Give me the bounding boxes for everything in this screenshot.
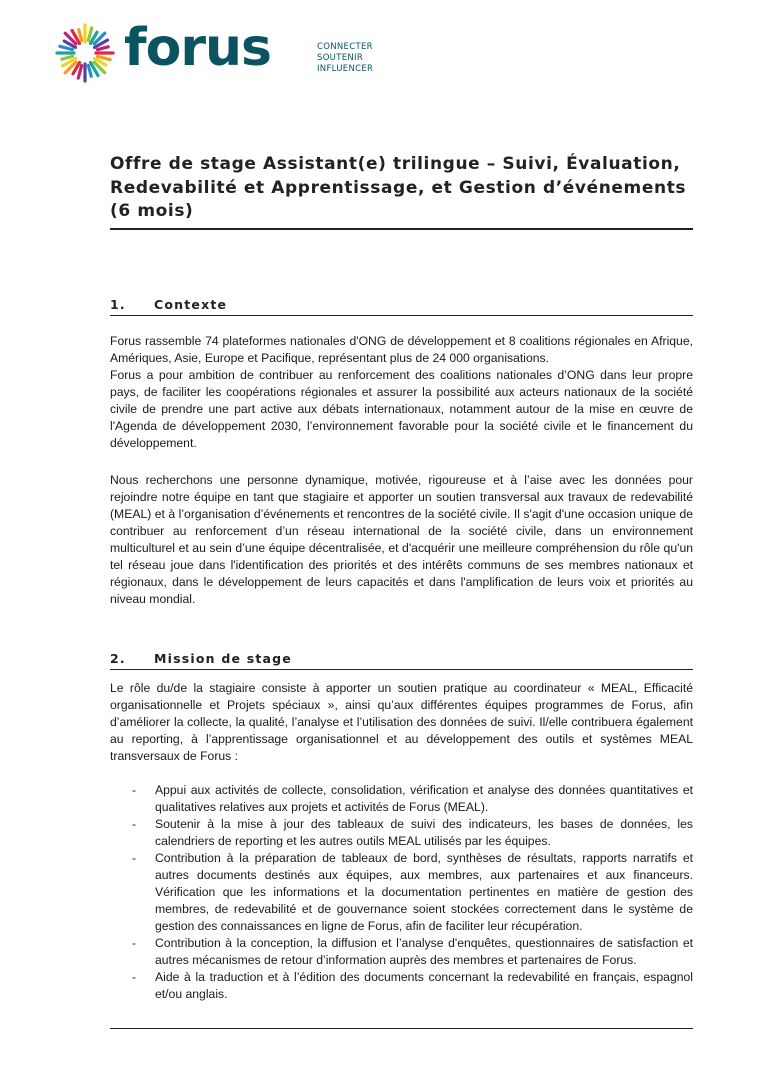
tagline-line: SOUTENIR [317, 53, 364, 63]
list-item-text: Appui aux activités de collecte, consolidation, vérification et analyse des données quantitatives et qualitatives relatives aux projets et activités de Forus (MEAL). [155, 783, 693, 814]
list-item [110, 782, 693, 816]
section-heading-mission [110, 651, 693, 670]
logo-ray [78, 66, 81, 79]
paragraph: Forus rassemble 74 plateformes nationales d'ONG de développement et 8 coalitions régionales en Afrique, Amériques, Asie, Europe et Pacifique, représentant plus de 24 000 organisations. [110, 334, 693, 365]
list-item-text: Aide à la traduction et à l’édition des documents concernant la redevabilité en français, espagnol et/ou anglais. [155, 970, 693, 1001]
sunburst-logo-icon [54, 22, 116, 84]
list-item [110, 850, 693, 935]
document-title: Offre de stage Assistant(e) trilingue – Suivi, Évaluation, Redevabilité et Apprentissage, et Gestion d’événements (6 mois) [110, 153, 693, 230]
mission-bullet-list [110, 782, 693, 1003]
list-item [110, 935, 693, 969]
bullet-marker: - [132, 936, 137, 950]
list-item [110, 969, 693, 1003]
list-item [110, 816, 693, 850]
logo-ray [88, 28, 91, 41]
logo-ray [79, 30, 82, 41]
list-item-text: Contribution à la conception, la diffusion et l’analyse d'enquêtes, questionnaires de satisfaction et autres mécanismes de retour d’information auprès des membres et partenaires de Forus. [155, 936, 693, 967]
logo-ray [88, 66, 91, 77]
logo-ray [62, 56, 73, 59]
bullet-marker: - [132, 817, 137, 831]
tagline-line: INFLUENCER [317, 64, 374, 74]
bullet-marker: - [132, 970, 137, 984]
list-item-text: Contribution à la préparation de tableaux de bord, synthèses de résultats, rapports narratifs et autres documents destinés aux équipes, aux membres, aux partenaires et aux financeurs. Vérification que les informations et la documentation pertinentes en matière de gestion des membres, de redevabilité et de gouvernance soient stockées correctement dans le système de gestion des connaissances en ligne de Forus, afin de faciliter leur récupération. [155, 851, 693, 933]
section-heading-contexte [110, 297, 693, 316]
paragraph: Nous recherchons une personne dynamique, motivée, rigoureuse et à l’aise avec les données pour rejoindre notre équipe en tant que stagiaire et apporter un soutien transversal aux travaux de redevabilité (MEAL) et à l’organisation d’événements et rencontres de la société civile. Il s'agit d'une occasion unique de contribuer au renforcement d’un réseau international de la société civile, dans un environnement multiculturel et au sein d’une équipe décentralisée, et d'acquérir une meilleure compréhension du rôle qu'un tel réseau joue dans l'identification des priorités et des intérêts communs de ses membres nationaux et régionaux, dans le développement de leurs capacités et dans l'amplification de leurs voix et priorités au niveau mondial. [110, 473, 693, 606]
paragraph: Le rôle du/de la stagiaire consiste à apporter un soutien pratique au coordinateur « MEAL, Efficacité organisationnelle et Projets spéciaux », ainsi qu’aux différentes équipes programmes de Forus, afin d’améliorer la collecte, la qualité, l’analyse et l’utilisation des données de suivi. Il/elle contribuera également au reporting, à l’apprentissage organisationnel et au développement des outils et systèmes MEAL transversaux de Forus : [110, 681, 693, 763]
logo-tagline [317, 42, 397, 75]
section-number: 2. [110, 651, 126, 666]
page-bottom-rule [110, 1028, 693, 1029]
bullet-marker: - [132, 783, 137, 797]
logo-ray [98, 47, 109, 50]
list-item-text: Soutenir à la mise à jour des tableaux de suivi des indicateurs, les bases de données, les calendriers de reporting et les autres outils MEAL utilisés par les équipes. [155, 817, 693, 848]
logo-ray [60, 46, 73, 49]
logo-ray [98, 56, 111, 59]
logo-wordmark: forus [124, 18, 271, 78]
section-number: 1. [110, 297, 126, 312]
section-title: Contexte [154, 297, 228, 312]
paragraph: Forus a pour ambition de contribuer au renforcement des coalitions nationales d’ONG dans leur propre pays, de faciliter les coopérations régionales et assurer la possibilité aux acteurs nationaux de la société civile de prendre une part active aux débats internationaux, notamment autour de la mise en œuvre de l'Agenda de développement 2030, l’environnement favorable pour la société civile et le financement du développement. [110, 368, 693, 450]
section-title: Mission de stage [154, 651, 292, 666]
tagline-line: CONNECTER [317, 42, 373, 52]
bullet-marker: - [132, 851, 137, 865]
